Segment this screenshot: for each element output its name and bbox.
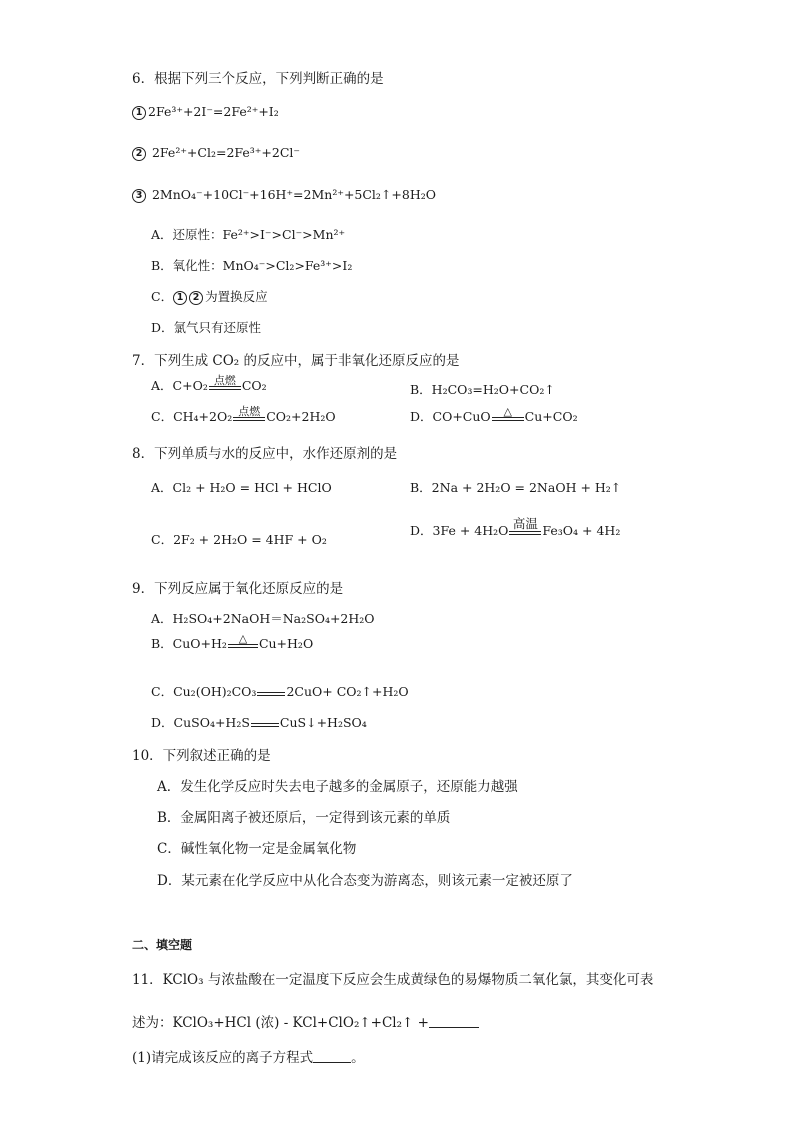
q11-sub1-text: (1)请完成该反应的离子方程式 [132, 1050, 314, 1066]
q11-stem-line1: 11．KClO₃ 与浓盐酸在一定温度下反应会生成黄绿色的易爆物质二氧化氯，其变化可表 [132, 972, 654, 988]
q9-option-d[interactable] [151, 713, 367, 731]
reaction-condition [492, 406, 524, 425]
q6-stem: 6．根据下列三个反应，下列判断正确的是 [132, 71, 384, 87]
q6-option-d[interactable]: D．氯气只有还原性 [151, 320, 262, 335]
q7-option-c[interactable] [151, 406, 336, 425]
q9-d-products: CuS↓+H₂SO₄ [279, 715, 367, 730]
reaction-condition [509, 516, 541, 539]
q8-option-a[interactable]: A．Cl₂ + H₂O = HCl + HClO [151, 480, 332, 495]
reaction-condition [251, 723, 279, 731]
q9-option-b[interactable] [151, 633, 313, 652]
q9-option-c[interactable] [151, 682, 409, 700]
q6-reaction-1-text: 2Fe³⁺+2I⁻=2Fe²⁺+I₂ [148, 104, 279, 119]
condition-label: 点燃 [213, 374, 236, 387]
equals-bar [251, 723, 279, 727]
q8-d-reactants: D．3Fe + 4H₂O [410, 523, 509, 538]
condition-label: 点燃 [238, 405, 261, 418]
equals-bar [257, 692, 285, 696]
q7-d-products: Cu+CO₂ [524, 409, 578, 424]
q11-stem-line2 [132, 1011, 479, 1031]
q10-option-d[interactable]: D．某元素在化学反应中从化合态变为游离态，则该元素一定被还原了 [157, 873, 573, 889]
q10-option-c[interactable]: C．碱性氧化物一定是金属氧化物 [157, 841, 357, 857]
q6-option-c[interactable] [151, 287, 268, 305]
section-heading: 二、填空题 [132, 938, 193, 952]
circled-number-1: 1 [132, 106, 146, 120]
reaction-condition [228, 633, 258, 652]
reaction-condition [209, 375, 241, 394]
blank-field[interactable] [313, 1062, 351, 1063]
q8-option-b[interactable]: B．2Na + 2H₂O = 2NaOH + H₂↑ [410, 480, 622, 495]
q6-option-a[interactable]: A．还原性：Fe²⁺>I⁻>Cl⁻>Mn²⁺ [151, 227, 346, 242]
q9-b-products: Cu+H₂O [258, 636, 314, 651]
q7-c-reactants: C．CH₄+2O₂ [151, 409, 233, 424]
q9-stem: 9．下列反应属于氧化还原反应的是 [132, 581, 344, 597]
q7-d-reactants: D．CO+CuO [410, 409, 491, 424]
circled-number-2: 2 [132, 147, 146, 161]
q11-equation: 述为：KClO₃+HCl (浓) - KCl+ClO₂↑+Cl₂↑ + [132, 1015, 429, 1031]
circled-number-1: 1 [173, 291, 187, 305]
q7-a-products: CO₂ [241, 378, 267, 393]
condition-label: △ [503, 405, 512, 418]
q11-sub1 [132, 1046, 365, 1066]
q9-c-reactants: C．Cu₂(OH)₂CO₃ [151, 684, 257, 699]
q10-stem: 10．下列叙述正确的是 [132, 748, 271, 764]
reaction-condition [233, 406, 265, 425]
condition-label: 高温 [512, 516, 538, 531]
equals-bar [509, 531, 541, 535]
q6-option-b[interactable]: B．氧化性：MnO₄⁻>Cl₂>Fe³⁺>I₂ [151, 258, 353, 273]
q8-stem: 8．下列单质与水的反应中，水作还原剂的是 [132, 446, 398, 462]
q10-option-a[interactable]: A．发生化学反应时失去电子越多的金属原子，还原能力越强 [157, 779, 518, 795]
q9-b-reactants: B．CuO+H₂ [151, 636, 227, 651]
q6-reaction-1 [132, 104, 279, 120]
q8-d-products: Fe₃O₄ + 4H₂ [542, 523, 621, 538]
q6-reaction-3-text: 2MnO₄⁻+10Cl⁻+16H⁺=2Mn²⁺+5Cl₂↑+8H₂O [151, 187, 437, 202]
q9-option-a[interactable]: A．H₂SO₄+2NaOH＝Na₂SO₄+2H₂O [151, 611, 375, 626]
q7-c-products: CO₂+2H₂O [266, 409, 336, 424]
condition-label: △ [238, 632, 248, 645]
q7-option-b[interactable]: B．H₂CO₃=H₂O+CO₂↑ [410, 382, 555, 397]
q7-a-reactants: A．C+O₂ [151, 378, 208, 393]
blank-field[interactable] [429, 1027, 479, 1028]
q6-reaction-3 [132, 187, 436, 203]
q7-stem: 7．下列生成 CO₂ 的反应中，属于非氧化还原反应的是 [132, 353, 460, 369]
reaction-condition [257, 692, 285, 700]
circled-number-2: 2 [189, 291, 203, 305]
q6-reaction-2-text: 2Fe²⁺+Cl₂=2Fe³⁺+2Cl⁻ [151, 145, 300, 160]
q7-option-d[interactable] [410, 406, 578, 425]
q8-option-c[interactable]: C．2F₂ + 2H₂O = 4HF + O₂ [151, 532, 327, 547]
q6-reaction-2 [132, 145, 300, 161]
circled-number-3: 3 [132, 189, 146, 203]
q7-option-a[interactable] [151, 375, 267, 394]
q11-sub1-end: 。 [351, 1050, 365, 1066]
q6-option-c-text: 为置换反应 [205, 289, 268, 304]
q9-c-products: 2CuO+ CO₂↑+H₂O [286, 684, 409, 699]
q6-option-c-prefix: C． [151, 289, 174, 304]
q10-option-b[interactable]: B．金属阳离子被还原后，一定得到该元素的单质 [157, 810, 451, 826]
q9-d-reactants: D．CuSO₄+H₂S [151, 715, 250, 730]
q8-option-d[interactable] [410, 516, 620, 539]
